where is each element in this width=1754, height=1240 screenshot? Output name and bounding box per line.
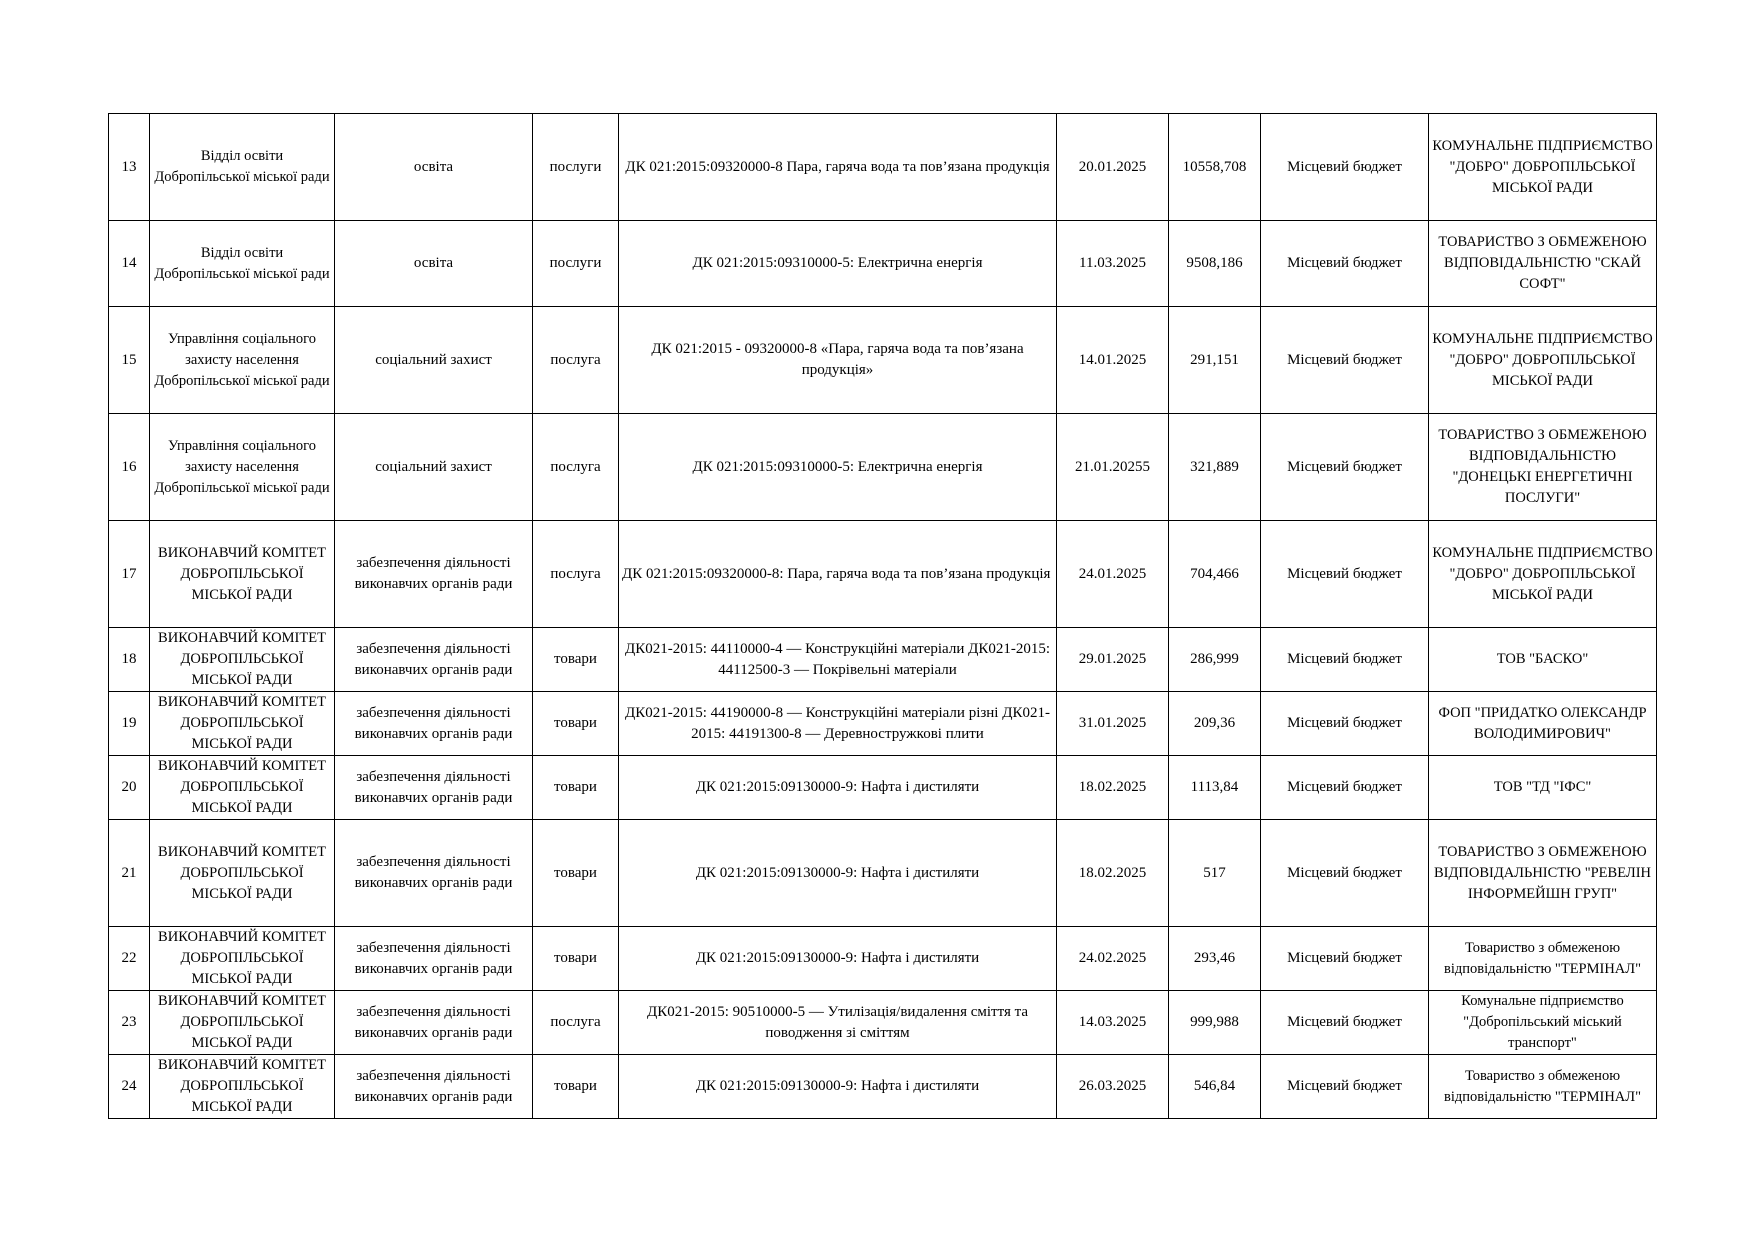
funding-source-cell: Місцевий бюджет (1261, 927, 1429, 991)
row-number: 19 (109, 692, 150, 756)
sector-cell: соціальний захист (335, 414, 533, 521)
row-number: 15 (109, 307, 150, 414)
amount-cell: 9508,186 (1169, 221, 1261, 307)
contract-date-cell: 14.03.2025 (1057, 991, 1169, 1055)
funding-source-cell: Місцевий бюджет (1261, 991, 1429, 1055)
funding-source-cell: Місцевий бюджет (1261, 628, 1429, 692)
procurement-type-cell: послуга (533, 991, 619, 1055)
organization-cell: ВИКОНАВЧИЙ КОМІТЕТ ДОБРОПІЛЬСЬКОЇ МІСЬКОЇ РАДИ (150, 756, 335, 820)
contract-date-cell: 18.02.2025 (1057, 820, 1169, 927)
contract-date-cell: 14.01.2025 (1057, 307, 1169, 414)
supplier-cell: КОМУНАЛЬНЕ ПІДПРИЄМСТВО "ДОБРО" ДОБРОПІЛЬСЬКОЇ МІСЬКОЇ РАДИ (1429, 521, 1657, 628)
table-row (109, 1055, 1657, 1119)
amount-cell: 293,46 (1169, 927, 1261, 991)
supplier-cell: ТОВАРИСТВО З ОБМЕЖЕНОЮ ВІДПОВІДАЛЬНІСТЮ "СКАЙ СОФТ" (1429, 221, 1657, 307)
table-row (109, 114, 1657, 221)
table-row (109, 221, 1657, 307)
sector-cell: соціальний захист (335, 307, 533, 414)
procurement-type-cell: послуги (533, 114, 619, 221)
row-number: 18 (109, 628, 150, 692)
supplier-cell: КОМУНАЛЬНЕ ПІДПРИЄМСТВО "ДОБРО" ДОБРОПІЛЬСЬКОЇ МІСЬКОЇ РАДИ (1429, 114, 1657, 221)
sector-cell: освіта (335, 114, 533, 221)
contract-date-cell: 18.02.2025 (1057, 756, 1169, 820)
cpv-code-cell: ДК 021:2015:09130000-9: Нафта і дистиляти (619, 927, 1057, 991)
procurement-table (108, 113, 1657, 1119)
cpv-code-cell: ДК 021:2015:09130000-9: Нафта і дистиляти (619, 756, 1057, 820)
amount-cell: 999,988 (1169, 991, 1261, 1055)
procurement-type-cell: товари (533, 692, 619, 756)
cpv-code-cell: ДК 021:2015:09320000-8: Пара, гаряча вода та пов’язана продукція (619, 521, 1057, 628)
organization-cell: ВИКОНАВЧИЙ КОМІТЕТ ДОБРОПІЛЬСЬКОЇ МІСЬКОЇ РАДИ (150, 927, 335, 991)
amount-cell: 704,466 (1169, 521, 1261, 628)
row-number: 16 (109, 414, 150, 521)
contract-date-cell: 24.01.2025 (1057, 521, 1169, 628)
funding-source-cell: Місцевий бюджет (1261, 221, 1429, 307)
funding-source-cell: Місцевий бюджет (1261, 756, 1429, 820)
amount-cell: 321,889 (1169, 414, 1261, 521)
cpv-code-cell: ДК 021:2015:09130000-9: Нафта і дистиляти (619, 1055, 1057, 1119)
cpv-code-cell: ДК021-2015: 44110000-4 — Конструкційні матеріали ДК021-2015: 44112500-3 — Покрівельні матеріали (619, 628, 1057, 692)
amount-cell: 291,151 (1169, 307, 1261, 414)
contract-date-cell: 21.01.20255 (1057, 414, 1169, 521)
procurement-type-cell: послуга (533, 521, 619, 628)
contract-date-cell: 20.01.2025 (1057, 114, 1169, 221)
table-body (109, 114, 1657, 1119)
sector-cell: забезпечення діяльності виконавчих органів ради (335, 991, 533, 1055)
organization-cell: Управління соціального захисту населення Добропільської міської ради (150, 307, 335, 414)
funding-source-cell: Місцевий бюджет (1261, 414, 1429, 521)
row-number: 14 (109, 221, 150, 307)
amount-cell: 10558,708 (1169, 114, 1261, 221)
row-number: 23 (109, 991, 150, 1055)
sector-cell: забезпечення діяльності виконавчих органів ради (335, 1055, 533, 1119)
funding-source-cell: Місцевий бюджет (1261, 307, 1429, 414)
cpv-code-cell: ДК 021:2015:09130000-9: Нафта і дистиляти (619, 820, 1057, 927)
organization-cell: Управління соціального захисту населення Добропільської міської ради (150, 414, 335, 521)
amount-cell: 286,999 (1169, 628, 1261, 692)
amount-cell: 209,36 (1169, 692, 1261, 756)
table-row (109, 307, 1657, 414)
procurement-type-cell: послуги (533, 221, 619, 307)
organization-cell: ВИКОНАВЧИЙ КОМІТЕТ ДОБРОПІЛЬСЬКОЇ МІСЬКОЇ РАДИ (150, 521, 335, 628)
sector-cell: забезпечення діяльності виконавчих органів ради (335, 692, 533, 756)
cpv-code-cell: ДК 021:2015:09320000-8 Пара, гаряча вода та пов’язана продукція (619, 114, 1057, 221)
table-row (109, 991, 1657, 1055)
supplier-cell: ТОВ "БАСКО" (1429, 628, 1657, 692)
contract-date-cell: 29.01.2025 (1057, 628, 1169, 692)
contract-date-cell: 31.01.2025 (1057, 692, 1169, 756)
supplier-cell: Комунальне підприємство "Добропільський міський транспорт" (1429, 991, 1657, 1055)
procurement-type-cell: товари (533, 820, 619, 927)
sector-cell: забезпечення діяльності виконавчих органів ради (335, 820, 533, 927)
funding-source-cell: Місцевий бюджет (1261, 521, 1429, 628)
organization-cell: ВИКОНАВЧИЙ КОМІТЕТ ДОБРОПІЛЬСЬКОЇ МІСЬКОЇ РАДИ (150, 1055, 335, 1119)
organization-cell: ВИКОНАВЧИЙ КОМІТЕТ ДОБРОПІЛЬСЬКОЇ МІСЬКОЇ РАДИ (150, 820, 335, 927)
row-number: 24 (109, 1055, 150, 1119)
table-row (109, 414, 1657, 521)
amount-cell: 517 (1169, 820, 1261, 927)
row-number: 21 (109, 820, 150, 927)
table-row (109, 628, 1657, 692)
cpv-code-cell: ДК 021:2015:09310000-5: Електрична енергія (619, 221, 1057, 307)
supplier-cell: ТОВАРИСТВО З ОБМЕЖЕНОЮ ВІДПОВІДАЛЬНІСТЮ "РЕВЕЛІН ІНФОРМЕЙШН ГРУП" (1429, 820, 1657, 927)
table-row (109, 521, 1657, 628)
sector-cell: забезпечення діяльності виконавчих органів ради (335, 756, 533, 820)
funding-source-cell: Місцевий бюджет (1261, 1055, 1429, 1119)
table-row (109, 756, 1657, 820)
organization-cell: Відділ освіти Добропільської міської ради (150, 114, 335, 221)
amount-cell: 1113,84 (1169, 756, 1261, 820)
contract-date-cell: 11.03.2025 (1057, 221, 1169, 307)
row-number: 22 (109, 927, 150, 991)
table-row (109, 820, 1657, 927)
contract-date-cell: 26.03.2025 (1057, 1055, 1169, 1119)
sector-cell: забезпечення діяльності виконавчих органів ради (335, 927, 533, 991)
row-number: 13 (109, 114, 150, 221)
supplier-cell: ТОВАРИСТВО З ОБМЕЖЕНОЮ ВІДПОВІДАЛЬНІСТЮ "ДОНЕЦЬКІ ЕНЕРГЕТИЧНІ ПОСЛУГИ" (1429, 414, 1657, 521)
organization-cell: ВИКОНАВЧИЙ КОМІТЕТ ДОБРОПІЛЬСЬКОЇ МІСЬКОЇ РАДИ (150, 628, 335, 692)
procurement-type-cell: товари (533, 756, 619, 820)
procurement-type-cell: товари (533, 927, 619, 991)
sector-cell: освіта (335, 221, 533, 307)
organization-cell: Відділ освіти Добропільської міської ради (150, 221, 335, 307)
sector-cell: забезпечення діяльності виконавчих органів ради (335, 628, 533, 692)
supplier-cell: Товариство з обмеженою відповідальністю "ТЕРМІНАЛ" (1429, 927, 1657, 991)
funding-source-cell: Місцевий бюджет (1261, 820, 1429, 927)
row-number: 17 (109, 521, 150, 628)
funding-source-cell: Місцевий бюджет (1261, 114, 1429, 221)
cpv-code-cell: ДК 021:2015:09310000-5: Електрична енергія (619, 414, 1057, 521)
procurement-type-cell: послуга (533, 307, 619, 414)
supplier-cell: ФОП "ПРИДАТКО ОЛЕКСАНДР ВОЛОДИМИРОВИЧ" (1429, 692, 1657, 756)
amount-cell: 546,84 (1169, 1055, 1261, 1119)
table-row (109, 927, 1657, 991)
procurement-type-cell: послуга (533, 414, 619, 521)
funding-source-cell: Місцевий бюджет (1261, 692, 1429, 756)
supplier-cell: КОМУНАЛЬНЕ ПІДПРИЄМСТВО "ДОБРО" ДОБРОПІЛЬСЬКОЇ МІСЬКОЇ РАДИ (1429, 307, 1657, 414)
supplier-cell: Товариство з обмеженою відповідальністю "ТЕРМІНАЛ" (1429, 1055, 1657, 1119)
supplier-cell: ТОВ "ТД "ІФС" (1429, 756, 1657, 820)
organization-cell: ВИКОНАВЧИЙ КОМІТЕТ ДОБРОПІЛЬСЬКОЇ МІСЬКОЇ РАДИ (150, 991, 335, 1055)
cpv-code-cell: ДК021-2015: 90510000-5 — Утилізація/видалення сміття та поводження зі сміттям (619, 991, 1057, 1055)
procurement-type-cell: товари (533, 1055, 619, 1119)
row-number: 20 (109, 756, 150, 820)
organization-cell: ВИКОНАВЧИЙ КОМІТЕТ ДОБРОПІЛЬСЬКОЇ МІСЬКОЇ РАДИ (150, 692, 335, 756)
sector-cell: забезпечення діяльності виконавчих органів ради (335, 521, 533, 628)
cpv-code-cell: ДК 021:2015 - 09320000-8 «Пара, гаряча вода та пов’язана продукція» (619, 307, 1057, 414)
procurement-type-cell: товари (533, 628, 619, 692)
cpv-code-cell: ДК021-2015: 44190000-8 — Конструкційні матеріали різні ДК021-2015: 44191300-8 — Деревностружкові плити (619, 692, 1057, 756)
table-row (109, 692, 1657, 756)
contract-date-cell: 24.02.2025 (1057, 927, 1169, 991)
